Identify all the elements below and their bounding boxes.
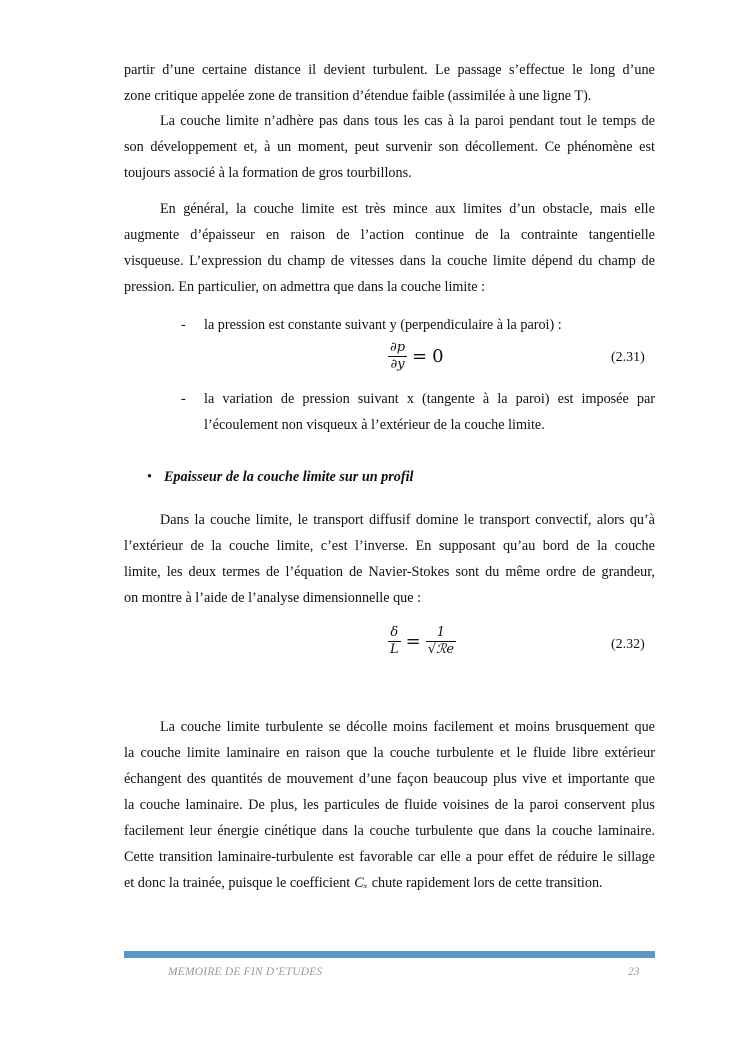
word: de: [267, 771, 282, 787]
word: peut: [354, 139, 380, 155]
word: couche: [389, 745, 431, 761]
word: dans: [399, 253, 426, 269]
word: qu’au: [503, 538, 536, 554]
word: de: [190, 538, 204, 554]
word: importante: [567, 771, 630, 787]
page-number: 23: [628, 966, 640, 978]
word: d’une: [358, 771, 392, 787]
word: tous: [374, 113, 399, 129]
list-item: [204, 312, 655, 338]
word: transition: [158, 849, 213, 865]
word: que: [346, 745, 368, 761]
text-line: et donc la trainée, puisque le coefficient Cₓ chute rapidement lors de cette transition.: [124, 870, 655, 896]
word: elle: [440, 849, 461, 865]
word: limite: [301, 201, 335, 217]
word: la: [497, 391, 508, 407]
word: contrainte: [520, 227, 578, 243]
word: passage: [457, 62, 502, 78]
word: augmente: [124, 227, 180, 243]
word: survenir: [385, 139, 433, 155]
paragraph-2: [124, 108, 655, 186]
word: dans: [504, 823, 531, 839]
word: le: [586, 113, 598, 129]
word: fluide: [533, 745, 567, 761]
word: à: [447, 113, 455, 129]
word: de: [475, 227, 489, 243]
word: couche: [447, 253, 488, 269]
word: car: [417, 849, 436, 865]
list-dash: -: [181, 317, 186, 333]
word: plus: [493, 771, 517, 787]
word: et,: [243, 139, 258, 155]
word: de: [385, 797, 399, 813]
word: la: [194, 512, 205, 528]
word: certaine: [201, 62, 247, 78]
word: qu’à: [629, 512, 655, 528]
word: domine: [415, 512, 459, 528]
word: dans: [321, 823, 348, 839]
word: devient: [323, 62, 366, 78]
word: turbulente: [265, 719, 323, 735]
section-heading: [147, 464, 413, 490]
fraction-numerator: δ: [390, 625, 399, 640]
word: quantités: [211, 771, 263, 787]
word: de: [576, 538, 590, 554]
word: la: [353, 823, 364, 839]
word: raison: [290, 227, 326, 243]
word: pour: [477, 849, 504, 865]
word: termes: [222, 564, 260, 580]
word: La: [160, 113, 175, 129]
fraction-denominator: √ℛe: [427, 642, 455, 657]
word: bord: [542, 538, 569, 554]
equation-2-32: [388, 625, 456, 658]
word: champ: [598, 253, 636, 269]
equation-number: (2.31): [611, 350, 645, 365]
word: très: [365, 201, 386, 217]
word: la: [235, 201, 247, 217]
word: phénomène: [567, 139, 633, 155]
word: de: [494, 797, 509, 813]
word: limite: [225, 113, 259, 129]
text-line: [124, 533, 655, 559]
word: paroi: [529, 797, 559, 813]
word: dans: [343, 113, 370, 129]
word: des: [186, 771, 206, 787]
word: En: [160, 201, 176, 217]
word: facilement: [124, 823, 184, 839]
fraction: [388, 340, 407, 373]
fraction-numerator: 1: [436, 625, 446, 640]
word: x: [406, 391, 414, 407]
word: par: [636, 391, 655, 407]
word: le: [572, 62, 583, 78]
word: est: [557, 391, 574, 407]
word: et: [551, 771, 563, 787]
word: suivant: [357, 391, 399, 407]
text-line: [124, 222, 655, 248]
word: de: [538, 849, 553, 865]
word: du: [267, 253, 282, 269]
word: obstacle,: [542, 201, 593, 217]
word: plus: [631, 797, 655, 813]
word: tangentielle: [588, 227, 655, 243]
word: la: [499, 227, 510, 243]
word: est: [341, 201, 358, 217]
word: moins: [393, 719, 428, 735]
word: diffusif: [369, 512, 411, 528]
word: les: [166, 564, 183, 580]
word: deux: [188, 564, 217, 580]
word: limite,: [124, 564, 161, 580]
word: visqueuse.: [124, 253, 184, 269]
word: le: [516, 745, 527, 761]
word: long: [589, 62, 616, 78]
word: couche: [614, 538, 655, 554]
word: à: [482, 391, 490, 407]
word: facilement: [433, 719, 494, 735]
word: Le: [435, 62, 450, 78]
text-line: [124, 57, 655, 83]
coefficient-symbol: Cₓ: [354, 875, 368, 891]
word: la: [211, 538, 222, 554]
word: paroi: [474, 113, 505, 129]
text-line: zone critique appelée zone de transition d’étendue faible (assimilée à une ligne T).: [124, 88, 592, 104]
word: vive: [522, 771, 547, 787]
word: limite: [226, 719, 260, 735]
word: couche: [180, 113, 221, 129]
word: il: [308, 62, 317, 78]
word: vitesses: [349, 253, 394, 269]
word: d’une: [622, 62, 655, 78]
word: l’inverse.: [355, 538, 409, 554]
paragraph-3: [124, 196, 655, 300]
word: mais: [600, 201, 627, 217]
text-line: [124, 792, 655, 818]
word: raison: [305, 745, 341, 761]
word: énergie: [217, 823, 259, 839]
word: l’équation: [285, 564, 344, 580]
equation-2-31: [388, 340, 444, 373]
word: la: [513, 797, 524, 813]
word: limite: [186, 745, 221, 761]
word: l’extérieur: [124, 538, 184, 554]
list-item: [204, 386, 655, 438]
word: partir: [124, 62, 155, 78]
word: variation: [222, 391, 273, 407]
word: temps: [602, 113, 637, 129]
word: développement: [150, 139, 238, 155]
word: De: [248, 797, 265, 813]
text-line: [124, 714, 655, 740]
text-line: [124, 818, 655, 844]
text-line: [124, 766, 655, 792]
word: Dans: [160, 512, 190, 528]
word: Ce: [544, 139, 561, 155]
word: imposée: [581, 391, 629, 407]
paragraph-1: [124, 57, 655, 109]
word: Navier-Stokes: [368, 564, 450, 580]
word: couche: [210, 512, 251, 528]
fraction: [426, 625, 456, 658]
word: de: [582, 564, 596, 580]
text-line: pression. En particulier, on admettra que dans la couche limite :: [124, 279, 486, 295]
word: leur: [189, 823, 212, 839]
word: couche: [180, 719, 221, 735]
word: libre: [572, 745, 599, 761]
equation-rhs: 0: [432, 346, 444, 367]
word: conservent: [564, 797, 626, 813]
word: paroi): [515, 391, 550, 407]
equals-sign: =: [412, 346, 428, 367]
word: tout: [559, 113, 582, 129]
word: couche: [253, 201, 294, 217]
fraction: [388, 625, 401, 658]
word: beaucoup: [433, 771, 488, 787]
word: n’adhère: [264, 113, 314, 129]
fraction-denominator: L: [390, 642, 399, 657]
word: Cette: [124, 849, 154, 865]
word: son: [438, 139, 459, 155]
fraction-numerator: ∂p: [390, 340, 406, 355]
text-line: la pression est constante suivant y (perpendiculaire à la paroi) :: [204, 317, 562, 333]
word: turbulente: [436, 745, 494, 761]
word: d’un: [509, 201, 536, 217]
word: décolle: [346, 719, 388, 735]
fraction-denominator: ∂y: [390, 357, 405, 372]
word: alors: [596, 512, 625, 528]
word: pression: [302, 391, 350, 407]
word: la: [536, 823, 547, 839]
word: fluide: [404, 797, 438, 813]
word: extérieur: [604, 745, 655, 761]
word: a: [465, 849, 473, 865]
word: transport: [313, 512, 364, 528]
word: cinétique: [264, 823, 317, 839]
word: grandeur,: [601, 564, 655, 580]
bullet-icon: •: [147, 469, 152, 485]
word: en: [286, 745, 300, 761]
word: de: [641, 253, 655, 269]
equals-sign: =: [405, 631, 421, 652]
word: couche: [552, 823, 593, 839]
word: le: [602, 849, 613, 865]
word: couche: [140, 745, 181, 761]
word: la: [204, 391, 215, 407]
word: ordre: [546, 564, 577, 580]
word: les: [303, 797, 319, 813]
footer-title: MEMOIRE DE FIN D’ETUDES: [168, 966, 323, 978]
word: de: [641, 113, 655, 129]
word: favorable: [359, 849, 413, 865]
word: aux: [435, 201, 456, 217]
word: le: [297, 512, 308, 528]
text-line: [124, 196, 655, 222]
word: d’épaisseur: [190, 227, 255, 243]
word: le: [463, 512, 475, 528]
word: même: [505, 564, 541, 580]
word: brusquement: [555, 719, 629, 735]
word: cas: [424, 113, 443, 129]
word: échangent: [124, 771, 182, 787]
word: la: [124, 797, 135, 813]
word: façon: [396, 771, 429, 787]
word: limites: [463, 201, 502, 217]
word: de: [330, 253, 345, 269]
list-dash: -: [181, 391, 186, 407]
word: et: [499, 719, 510, 735]
word: la: [459, 113, 470, 129]
footer-rule: [124, 951, 655, 958]
word: laminaire: [226, 745, 280, 761]
word: transport: [479, 512, 530, 528]
word: La: [160, 719, 175, 735]
word: laminaire-turbulente: [217, 849, 334, 865]
text-line: on montre à l’aide de l’analyse dimensionnelle que :: [124, 590, 422, 606]
word: moins: [515, 719, 550, 735]
section-heading-text: Epaisseur de la couche limite sur un profil: [163, 469, 414, 485]
word: que: [634, 719, 655, 735]
word: à: [264, 139, 271, 155]
text-line: [204, 386, 655, 412]
word: mouvement: [286, 771, 354, 787]
equation-number: (2.32): [611, 637, 645, 652]
word: et: [500, 745, 511, 761]
word: voisines: [442, 797, 490, 813]
word: supposant: [438, 538, 496, 554]
word: couche: [139, 797, 180, 813]
text-line: [124, 108, 655, 134]
word: limite,: [255, 512, 293, 528]
text-line: [124, 844, 655, 870]
word: général,: [183, 201, 229, 217]
word: de: [349, 564, 363, 580]
word: moment,: [297, 139, 348, 155]
word: son: [124, 139, 144, 155]
word: couche: [229, 538, 270, 554]
word: que: [634, 771, 655, 787]
word: limite: [492, 253, 527, 269]
paragraph-5: [124, 714, 655, 896]
word: effet: [508, 849, 534, 865]
word: est: [639, 139, 655, 155]
text-line: l’écoulement non visqueux à l’extérieur de la couche limite.: [204, 417, 545, 433]
word: de: [280, 391, 295, 407]
text-line: [124, 134, 655, 160]
text-line: [124, 559, 655, 585]
word: la: [373, 745, 384, 761]
word: particules: [324, 797, 380, 813]
word: (tangente: [422, 391, 475, 407]
word: est: [338, 849, 355, 865]
word: dépend: [531, 253, 573, 269]
word: continue: [415, 227, 465, 243]
text-line: [124, 248, 655, 274]
word: un: [277, 139, 292, 155]
word: En: [415, 538, 432, 554]
word: du: [578, 253, 593, 269]
word: pendant: [509, 113, 555, 129]
word: turbulente: [415, 823, 473, 839]
word: turbulent.: [372, 62, 428, 78]
text-line: toujours associé à la formation de gros tourbillons.: [124, 165, 412, 181]
word: plus,: [270, 797, 298, 813]
word: L’expression: [189, 253, 262, 269]
word: la: [597, 538, 608, 554]
word: distance: [254, 62, 301, 78]
word: réduire: [557, 849, 598, 865]
word: c’est: [320, 538, 348, 554]
word: mince: [393, 201, 428, 217]
word: elle: [634, 201, 655, 217]
word: décollement.: [465, 139, 539, 155]
word: du: [485, 564, 500, 580]
word: d’une: [162, 62, 195, 78]
word: s’effectue: [509, 62, 565, 78]
word: de: [266, 564, 280, 580]
paragraph-4: [124, 507, 655, 611]
text-line: [124, 507, 655, 533]
word: en: [265, 227, 280, 243]
word: se: [328, 719, 341, 735]
word: de: [336, 227, 350, 243]
word: limite,: [276, 538, 314, 554]
word: pas: [318, 113, 338, 129]
word: les: [403, 113, 420, 129]
word: convectif,: [535, 512, 592, 528]
word: que: [478, 823, 499, 839]
word: la: [431, 253, 442, 269]
word: laminaire.: [185, 797, 243, 813]
word: laminaire.: [597, 823, 655, 839]
text-line: [124, 740, 655, 766]
word: champ: [287, 253, 326, 269]
word: sillage: [617, 849, 655, 865]
word: la: [124, 745, 135, 761]
word: couche: [369, 823, 410, 839]
word: l’action: [360, 227, 405, 243]
word: sont: [455, 564, 480, 580]
